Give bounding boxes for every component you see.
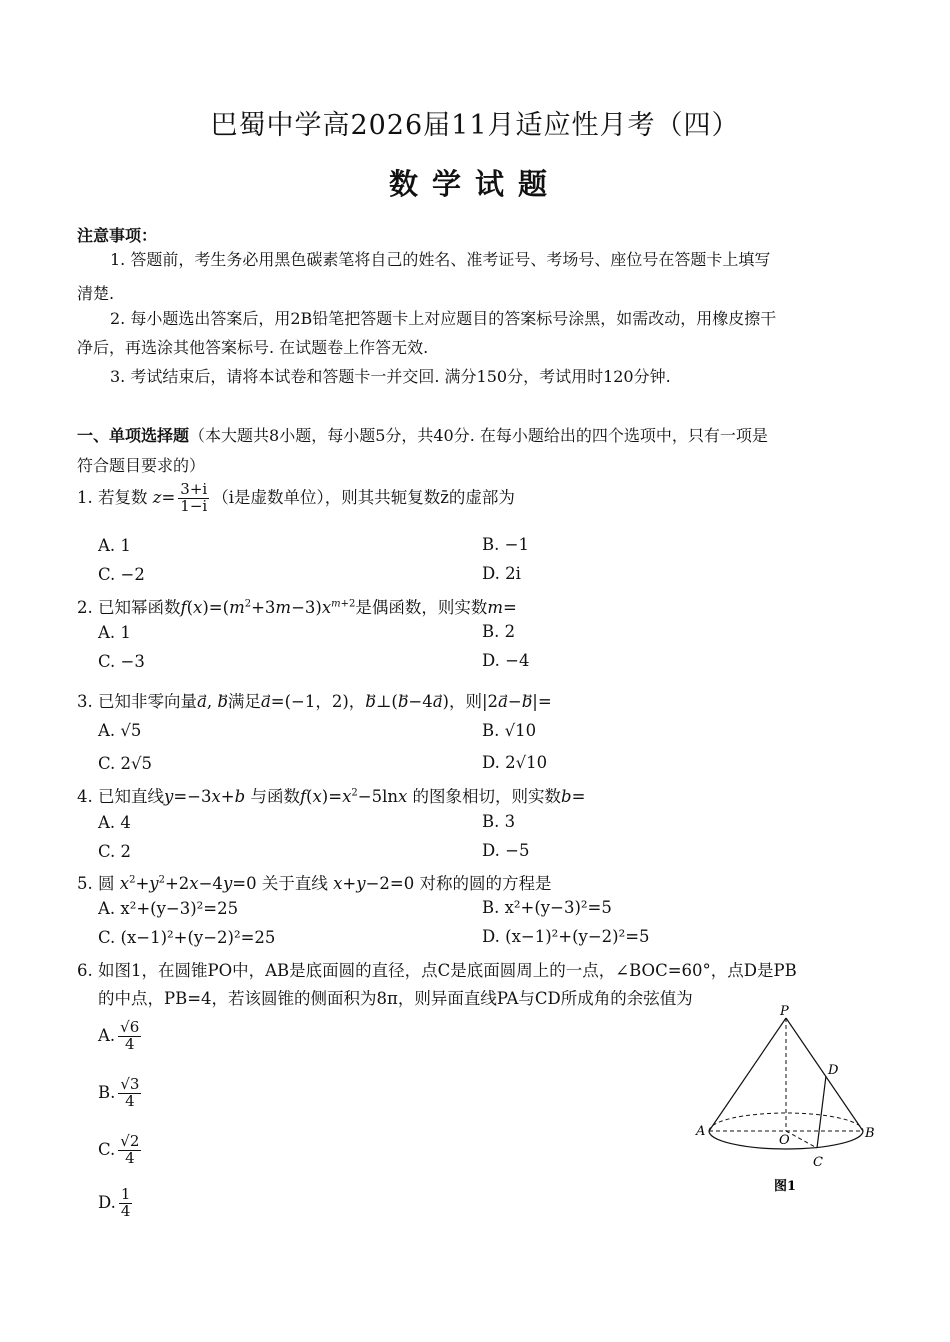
q2-option-b[interactable]: B. 2 [482,622,516,641]
q5-option-b[interactable]: B. x²+(y−3)²=5 [482,898,612,917]
q6-option-c-fraction: $\frac{√2}{4}$ [120,1132,140,1167]
q4-option-a[interactable]: A. 4 [98,813,131,832]
q1-option-d[interactable]: D. 2i [482,564,521,583]
q3-option-a[interactable]: A. √5 [98,721,142,740]
q2-stem: 2. 已知幂函数 [77,598,181,617]
question-3: 3. 已知非零向量a⃗, b满足a⃗=(−1，2)，b⃗⊥(b⃗−4a⃗)，则|2a⃗−b⃗|= [77,692,552,711]
q5-option-d[interactable]: D. (x−1)²+(y−2)²=5 [482,927,650,946]
q4-stem: 4. 已知直线 [77,787,164,806]
q1-option-a[interactable]: A. 1 [98,536,131,555]
q1-stem: 1. 若复数 [77,487,148,507]
q6-option-b-fraction: $\frac{√3}{4}$ [120,1075,140,1110]
q3-option-c[interactable]: C. 2√5 [98,754,153,773]
q4-stem-mid: 与函数 [250,787,300,806]
q1-option-c[interactable]: C. −2 [98,565,145,584]
question-1: 1. 若复数 z= $\frac{3+i}{1-i}$ （i是虚数单位），则其共轭复数z̄的虚部为 [77,480,515,515]
q5-stem-end: 对称的圆的方程是 [419,874,552,893]
q2-option-a[interactable]: A. 1 [98,623,131,642]
notice-item-1: 1. 答题前，考生务必用黑色碳素笔将自己的姓名、准考证号、考场号、座位号在答题卡上填写 [110,250,771,269]
q5-stem-mid: 关于直线 [261,874,328,893]
q6-option-a[interactable]: A. $\frac{√6}{4}$ [98,1018,140,1053]
question-4: 4. 已知直线y=−3x+b 与函数$f(x)=x^2-5\ln x$ 的图象相切，则实数b= [77,787,586,806]
q6-option-c[interactable]: C. $\frac{√2}{4}$ [98,1132,140,1167]
notice-item-3: 3. 考试结束后，请将本试卷和答题卡一并交回. 满分150分，考试用时120分钟. [110,367,671,386]
section-title: 一、单项选择题 [77,426,190,445]
q4-option-d[interactable]: D. −5 [482,841,530,860]
label-a: A [696,1124,706,1139]
q5-option-a[interactable]: A. x²+(y−3)²=25 [98,899,239,918]
q4-option-b[interactable]: B. 3 [482,812,516,831]
label-p: P [780,1004,789,1019]
q6-option-d-fraction: $\frac{1}{4}$ [120,1185,131,1220]
q6-option-d[interactable]: D. $\frac{1}{4}$ [98,1185,131,1220]
q4-stem-end: 的图象相切，则实数 [412,787,562,806]
q1-option-b[interactable]: B. −1 [482,535,529,554]
section-desc: （本大题共8小题，每小题5分，共40分. 在每小题给出的四个选项中，只有一项是 [189,426,768,445]
question-6: 6. 如图1，在圆锥PO中，AB是底面圆的直径，点C是底面圆周上的一点，∠BOC=60°，点D是PB [77,961,797,980]
figure-caption: 图1 [774,1179,797,1194]
exam-title: 巴蜀中学高2026届11月适应性月考（四） [210,110,740,141]
subject-title: 数学试题 [388,167,561,201]
notice-item-1-cont: 清楚. [77,284,115,303]
q3-stem-mid: 满足 [227,692,261,711]
section-heading [77,423,768,446]
q5-stem: 5. 圆 [77,874,115,893]
question-6-cont: 的中点，PB=4，若该圆锥的侧面积为8π，则异面直线PA与CD所成角的余弦值为 [98,989,693,1008]
q3-option-b[interactable]: B. √10 [482,721,537,740]
segment-cd [817,1076,826,1148]
q6-option-b[interactable]: B. $\frac{√3}{4}$ [98,1075,140,1110]
label-c: C [813,1155,823,1170]
edge-pa [709,1018,786,1131]
label-o: O [779,1133,790,1148]
q1-fraction: $\frac{3+i}{1-i}$ [180,480,208,515]
edge-pb [786,1018,863,1131]
question-2: 2. 已知幂函数$f(x)=(m^2+3m-3)x^{m+2}$是偶函数，则实数m= [77,598,517,617]
q5-option-c[interactable]: C. (x−1)²+(y−2)²=25 [98,928,276,947]
q2-option-d[interactable]: D. −4 [482,651,530,670]
q1-stem-end: （i是虚数单位），则其共轭复数z̄的虚部为 [212,487,515,507]
base-ellipse-back [709,1113,863,1131]
q3-stem: 3. 已知非零向量 [77,692,197,711]
q3-option-d[interactable]: D. 2√10 [482,753,548,772]
label-b: B [865,1126,875,1141]
q2-option-c[interactable]: C. −3 [98,652,145,671]
notice-item-2-cont: 净后，再选涂其他答案标号. 在试题卷上作答无效. [77,338,429,357]
q4-option-c[interactable]: C. 2 [98,842,132,861]
notice-item-2: 2. 每小题选出答案后，用2B铅笔把答题卡上对应题目的答案标号涂黑，如需改动，用橡皮擦干 [110,309,777,328]
radius-oc [786,1131,817,1148]
cone-figure [690,1000,890,1200]
label-d: D [828,1063,839,1078]
q6-option-a-fraction: $\frac{√6}{4}$ [120,1018,140,1053]
q2-stem-mid: 是偶函数，则实数 [355,598,488,617]
question-5: 5. 圆 $x^2+y^2+2x-4y=0$ 关于直线 x+y−2=0 对称的圆的方程是 [77,874,552,893]
section-desc-cont: 符合题目要求的） [77,456,206,475]
notice-heading: 注意事项： [77,226,158,245]
